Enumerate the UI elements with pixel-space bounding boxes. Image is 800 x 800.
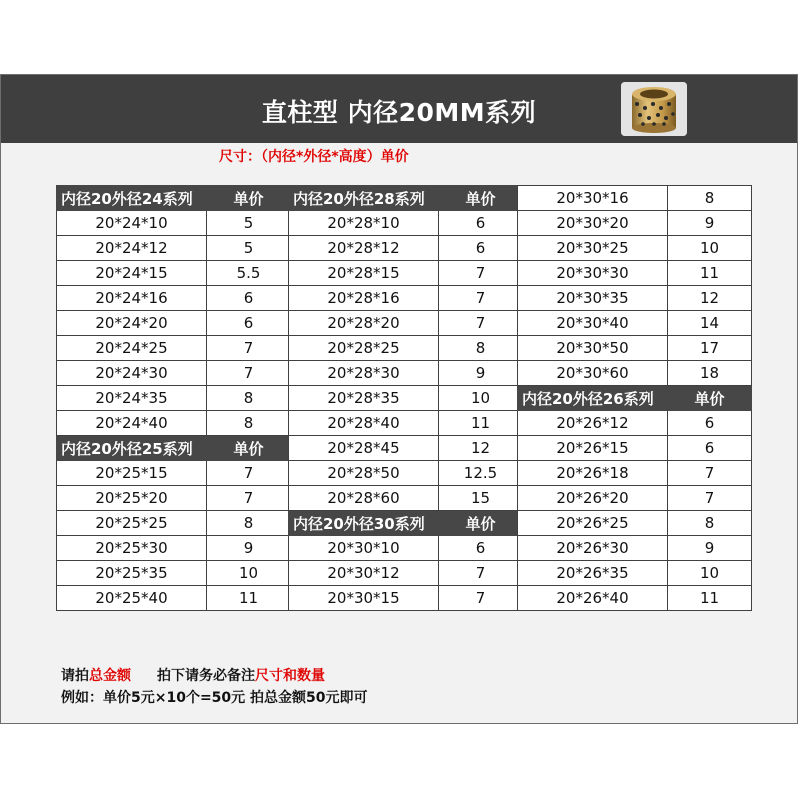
price-cell: 8 (207, 386, 291, 411)
price-row (289, 586, 523, 611)
price-cell: 6 (207, 311, 291, 336)
price-header: 单价 (207, 436, 291, 461)
price-cell: 7 (207, 461, 291, 486)
size-cell: 20*26*20 (518, 486, 668, 511)
price-cell: 11 (207, 586, 291, 611)
price-row (518, 186, 752, 211)
price-cell: 6 (668, 436, 752, 461)
price-row (57, 386, 291, 411)
price-cell: 8 (207, 411, 291, 436)
price-cell: 6 (439, 236, 523, 261)
size-cell: 20*25*15 (57, 461, 207, 486)
price-row (57, 261, 291, 286)
price-row (57, 536, 291, 561)
size-cell: 20*25*30 (57, 536, 207, 561)
price-cell: 8 (439, 336, 523, 361)
size-cell: 20*28*60 (289, 486, 439, 511)
price-cell: 7 (668, 461, 752, 486)
price-cell: 11 (668, 586, 752, 611)
size-cell: 20*28*40 (289, 411, 439, 436)
price-row (518, 436, 752, 461)
price-row (518, 586, 752, 611)
price-row (57, 211, 291, 236)
price-row (57, 311, 291, 336)
price-cell: 18 (668, 361, 752, 386)
title-bar (1, 75, 797, 143)
price-cell: 12 (439, 436, 523, 461)
price-cell: 8 (207, 511, 291, 536)
price-cell: 7 (439, 311, 523, 336)
price-row (518, 461, 752, 486)
size-cell: 20*24*25 (57, 336, 207, 361)
price-row (518, 261, 752, 286)
size-cell: 20*28*16 (289, 286, 439, 311)
price-row (57, 486, 291, 511)
series-header-row (518, 386, 752, 411)
size-cell: 20*28*50 (289, 461, 439, 486)
price-cell: 10 (207, 561, 291, 586)
price-cell: 11 (439, 411, 523, 436)
size-cell: 20*25*25 (57, 511, 207, 536)
series-name: 内径20外径30系列 (289, 511, 439, 536)
price-row (518, 536, 752, 561)
price-table-column-1 (56, 185, 291, 611)
price-cell: 7 (207, 336, 291, 361)
price-row (57, 286, 291, 311)
size-cell: 20*30*15 (289, 586, 439, 611)
price-row (289, 386, 523, 411)
size-cell: 20*30*12 (289, 561, 439, 586)
price-cell: 10 (668, 236, 752, 261)
size-cell: 20*26*12 (518, 411, 668, 436)
series-name: 内径20外径26系列 (518, 386, 668, 411)
size-cell: 20*28*45 (289, 436, 439, 461)
price-row (289, 561, 523, 586)
series-header-row (57, 186, 291, 211)
size-cell: 20*26*40 (518, 586, 668, 611)
size-cell: 20*30*60 (518, 361, 668, 386)
price-header: 单价 (668, 386, 752, 411)
price-cell: 7 (439, 286, 523, 311)
price-cell: 11 (668, 261, 752, 286)
size-cell: 20*24*30 (57, 361, 207, 386)
price-cell: 15 (439, 486, 523, 511)
size-cell: 20*25*20 (57, 486, 207, 511)
size-cell: 20*30*35 (518, 286, 668, 311)
size-cell: 20*30*10 (289, 536, 439, 561)
price-cell: 5 (207, 211, 291, 236)
size-cell: 20*28*30 (289, 361, 439, 386)
order-notes (61, 665, 368, 709)
price-header: 单价 (207, 186, 291, 211)
size-cell: 20*30*40 (518, 311, 668, 336)
price-cell: 9 (668, 211, 752, 236)
price-row (289, 361, 523, 386)
price-row (289, 461, 523, 486)
price-cell: 5.5 (207, 261, 291, 286)
series-header-row (57, 436, 291, 461)
size-cell: 20*25*40 (57, 586, 207, 611)
price-row (289, 411, 523, 436)
price-row (518, 211, 752, 236)
size-cell: 20*24*40 (57, 411, 207, 436)
size-cell: 20*24*16 (57, 286, 207, 311)
size-cell: 20*30*30 (518, 261, 668, 286)
price-cell: 7 (439, 586, 523, 611)
price-cell: 7 (439, 561, 523, 586)
page-title: 直柱型 内径20MM系列 (261, 98, 537, 127)
price-cell: 9 (668, 536, 752, 561)
size-cell: 20*28*25 (289, 336, 439, 361)
price-row (289, 486, 523, 511)
size-cell: 20*28*12 (289, 236, 439, 261)
price-row (57, 511, 291, 536)
price-row (57, 411, 291, 436)
series-name: 内径20外径25系列 (57, 436, 207, 461)
price-cell: 10 (439, 386, 523, 411)
price-cell: 9 (439, 361, 523, 386)
price-cell: 7 (207, 486, 291, 511)
size-cell: 20*24*12 (57, 236, 207, 261)
price-row (289, 311, 523, 336)
size-cell: 20*30*20 (518, 211, 668, 236)
price-row (289, 211, 523, 236)
size-cell: 20*24*10 (57, 211, 207, 236)
size-cell: 20*28*35 (289, 386, 439, 411)
price-cell: 9 (207, 536, 291, 561)
size-cell: 20*26*30 (518, 536, 668, 561)
price-header: 单价 (439, 511, 523, 536)
price-row (57, 586, 291, 611)
price-row (57, 461, 291, 486)
price-cell: 6 (668, 411, 752, 436)
price-sheet (0, 74, 798, 724)
highlight-size-qty: 尺寸和数量 (255, 668, 325, 684)
price-table-column-3 (517, 185, 752, 611)
series-header-row (289, 511, 523, 536)
price-row (518, 336, 752, 361)
price-cell: 7 (207, 361, 291, 386)
price-header: 单价 (439, 186, 523, 211)
price-row (518, 286, 752, 311)
price-cell: 12 (668, 286, 752, 311)
price-row (518, 236, 752, 261)
price-row (57, 561, 291, 586)
price-table-column-2 (288, 185, 523, 611)
size-cell: 20*25*35 (57, 561, 207, 586)
price-row (57, 336, 291, 361)
price-cell: 6 (439, 211, 523, 236)
price-cell: 10 (668, 561, 752, 586)
order-note-line-2: 例如：单价5元×10个=50元 拍总金额50元即可 (61, 690, 368, 706)
size-cell: 20*26*25 (518, 511, 668, 536)
price-row (518, 411, 752, 436)
price-row (289, 536, 523, 561)
price-cell: 5 (207, 236, 291, 261)
size-cell: 20*24*20 (57, 311, 207, 336)
size-cell: 20*30*16 (518, 186, 668, 211)
price-cell: 6 (207, 286, 291, 311)
bushing-product-image (621, 82, 687, 136)
price-cell: 6 (439, 536, 523, 561)
price-cell: 8 (668, 186, 752, 211)
price-cell: 8 (668, 511, 752, 536)
price-row (289, 261, 523, 286)
price-row (518, 486, 752, 511)
size-cell: 20*28*15 (289, 261, 439, 286)
size-cell: 20*30*50 (518, 336, 668, 361)
series-header-row (289, 186, 523, 211)
size-cell: 20*30*25 (518, 236, 668, 261)
series-name: 内径20外径24系列 (57, 186, 207, 211)
series-name: 内径20外径28系列 (289, 186, 439, 211)
order-note-line-1: 请拍总金额 拍下请务必备注尺寸和数量 (61, 668, 325, 684)
price-row (57, 361, 291, 386)
price-row (289, 436, 523, 461)
size-cell: 20*28*20 (289, 311, 439, 336)
price-row (289, 286, 523, 311)
size-cell: 20*24*15 (57, 261, 207, 286)
price-cell: 7 (439, 261, 523, 286)
price-row (57, 236, 291, 261)
price-cell: 14 (668, 311, 752, 336)
price-cell: 17 (668, 336, 752, 361)
size-cell: 20*26*15 (518, 436, 668, 461)
price-row (518, 311, 752, 336)
price-cell: 7 (668, 486, 752, 511)
price-row (289, 236, 523, 261)
size-cell: 20*28*10 (289, 211, 439, 236)
price-cell: 12.5 (439, 461, 523, 486)
price-row (518, 511, 752, 536)
price-row (289, 336, 523, 361)
highlight-total: 总金额 (89, 668, 131, 684)
size-cell: 20*24*35 (57, 386, 207, 411)
size-format-note: 尺寸：（内径*外径*高度）单价 (219, 149, 409, 165)
size-cell: 20*26*18 (518, 461, 668, 486)
price-row (518, 361, 752, 386)
size-cell: 20*26*35 (518, 561, 668, 586)
price-row (518, 561, 752, 586)
